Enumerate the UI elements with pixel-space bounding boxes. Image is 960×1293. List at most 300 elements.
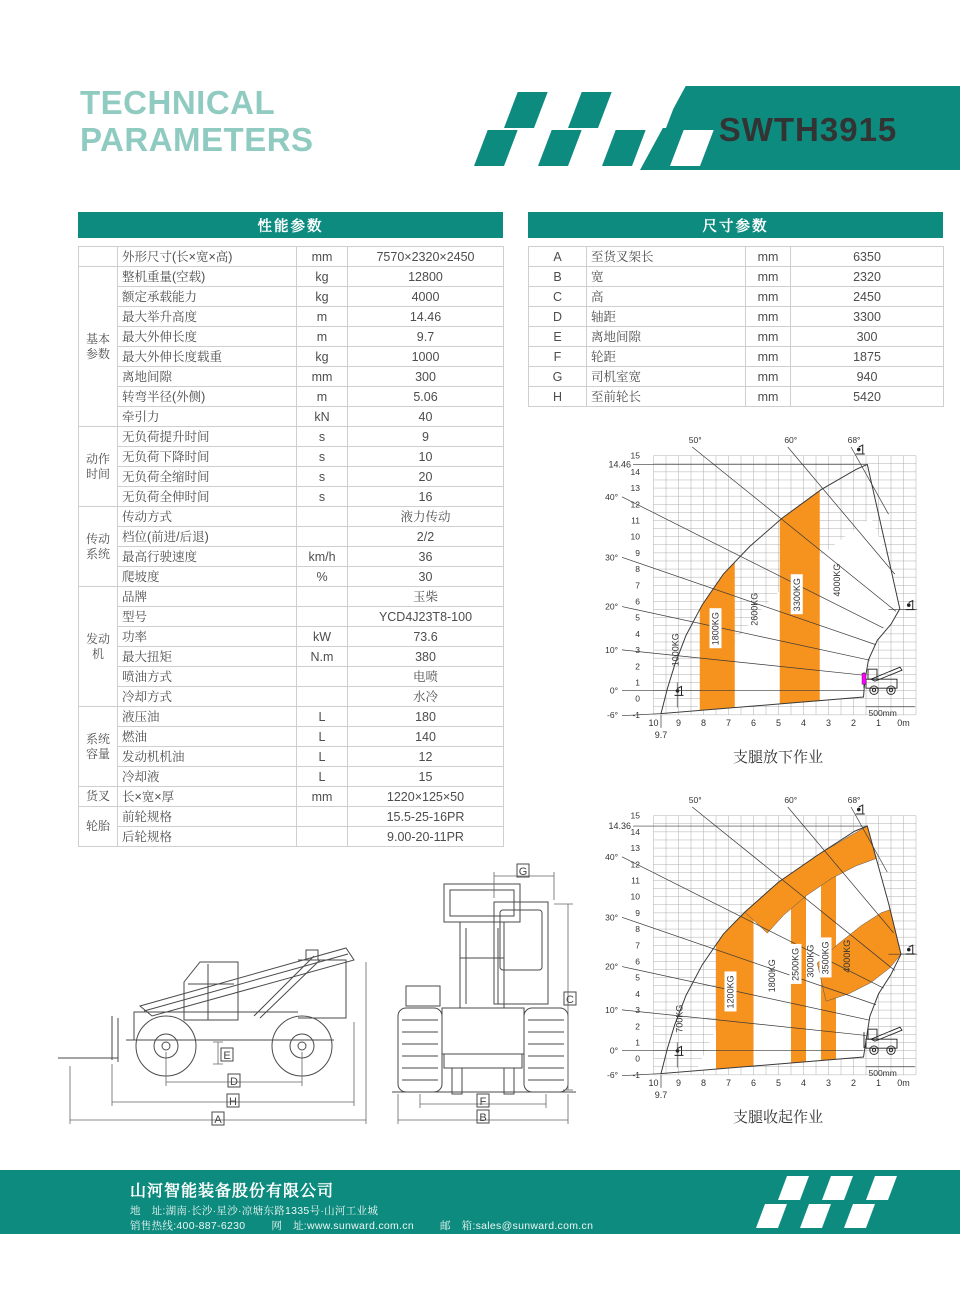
svg-text:6: 6 [635,596,640,607]
load-zone-label [749,593,759,626]
svg-text:68°: 68° [847,795,861,805]
svg-text:9: 9 [635,907,640,918]
chart-title: 支腿收起作业 [732,1109,824,1126]
table-cell: mm [297,247,348,267]
table-row [79,787,504,807]
svg-text:5: 5 [775,718,782,728]
svg-text:1200KG: 1200KG [725,975,736,1009]
table-cell [297,827,348,847]
dimension-table [528,212,943,407]
load-zone-label [806,945,816,978]
model-number: SWTH3915 [718,111,898,148]
svg-text:20°: 20° [605,601,618,612]
dim-label-H: H [229,1096,237,1108]
checker-flag-icon [748,1174,898,1230]
dimension-table-title: 尺寸参数 [528,212,943,238]
svg-text:40°: 40° [605,851,618,862]
table-cell: 20 [348,467,504,487]
table-cell: 整机重量(空载) [118,267,297,287]
table-cell: 30 [348,567,504,587]
table-cell: 冷却方式 [118,687,297,707]
table-row [79,687,504,707]
svg-text:50°: 50° [688,795,702,805]
table-row [79,587,504,607]
load-chart-outriggers-up [600,794,952,1134]
table-cell: L [297,707,348,727]
table-cell: 无负荷提升时间 [118,427,297,447]
table-row [79,367,504,387]
table-cell: 140 [348,727,504,747]
svg-text:15: 15 [630,450,640,461]
svg-text:8: 8 [635,924,640,935]
dim-label-B: B [479,1112,487,1124]
load-zone-label [790,944,802,984]
dim-label-F: F [479,1096,487,1108]
row-group-label: 货叉 [79,787,118,807]
table-cell: 14.46 [348,307,504,327]
table-cell: 冷却液 [118,767,297,787]
lift-icon [675,1046,684,1055]
table-row [79,427,504,447]
svg-text:1000KG: 1000KG [670,633,681,667]
table-row [529,367,944,387]
svg-text:12: 12 [630,859,640,870]
table-cell: 1000 [348,347,504,367]
svg-text:10°: 10° [605,644,618,655]
table-cell: 至前轮长 [587,387,746,407]
page-title-line1: TECHNICAL [80,84,276,121]
table-cell: 12 [348,747,504,767]
load-chart-outriggers-down [600,434,952,774]
table-cell: 300 [791,327,944,347]
dim-label-G: G [518,866,528,878]
table-cell: 最大举升高度 [118,307,297,327]
svg-text:14: 14 [630,466,640,477]
table-cell: 2/2 [348,527,504,547]
table-cell: 1220×125×50 [348,787,504,807]
table-cell: s [297,487,348,507]
svg-text:9.7: 9.7 [654,1090,668,1100]
table-row [79,307,504,327]
table-cell: 300 [348,367,504,387]
svg-text:8: 8 [635,564,640,575]
table-row [79,527,504,547]
svg-text:0°: 0° [609,685,618,696]
table-cell: 12800 [348,267,504,287]
table-cell: 15 [348,767,504,787]
performance-table [78,212,503,847]
table-cell: 功率 [118,627,297,647]
table-cell: 爬坡度 [118,567,297,587]
svg-text:14.36: 14.36 [608,821,631,832]
svg-text:-6°: -6° [607,709,618,720]
svg-text:2: 2 [635,1021,640,1032]
svg-text:1: 1 [875,718,882,728]
svg-text:500mm: 500mm [868,1067,897,1078]
footer [0,1170,960,1234]
svg-text:0m: 0m [897,1078,910,1088]
row-group-label: 系统容量 [79,707,118,787]
table-row [79,827,504,847]
dim-label-C: C [566,994,574,1006]
table-cell: 型号 [118,607,297,627]
svg-text:4: 4 [800,718,807,728]
svg-text:50°: 50° [688,435,702,445]
table-cell: 传动方式 [118,507,297,527]
table-cell: 后轮规格 [118,827,297,847]
side-view-drawing [48,890,386,1128]
svg-text:7: 7 [635,580,640,591]
row-group-label [79,247,118,267]
table-cell: 档位(前进/后退) [118,527,297,547]
load-zone-label [832,564,842,597]
svg-text:7: 7 [725,718,732,728]
svg-text:6: 6 [635,956,640,967]
svg-text:10: 10 [630,531,640,542]
table-cell: 最大外伸长度 [118,327,297,347]
table-cell: mm [746,367,791,387]
table-cell: D [529,307,587,327]
svg-text:60°: 60° [784,795,798,805]
table-cell [297,687,348,707]
lift-icon [906,945,915,954]
email: 邮 箱:sales@sunward.com.cn [439,1220,594,1232]
table-cell: 9 [348,427,504,447]
svg-text:4: 4 [635,988,640,999]
table-cell: 2450 [791,287,944,307]
company-name: 山河智能装备股份有限公司 [130,1183,335,1200]
svg-text:4: 4 [635,628,640,639]
svg-text:0°: 0° [609,1045,618,1056]
table-row [79,807,504,827]
table-cell: 离地间隙 [118,367,297,387]
table-cell [297,667,348,687]
table-cell: mm [746,387,791,407]
svg-text:3: 3 [635,645,640,656]
page-title-line2: PARAMETERS [80,121,314,158]
svg-text:9: 9 [675,1078,682,1088]
load-zone-label [671,633,681,666]
svg-text:5: 5 [635,612,640,623]
svg-text:0: 0 [635,693,640,704]
sales-hotline: 销售热线:400-887-6230 [130,1220,246,1232]
table-cell: 940 [791,367,944,387]
svg-text:3: 3 [635,1005,640,1016]
svg-text:7: 7 [725,1078,732,1088]
table-cell: C [529,287,587,307]
table-cell: kg [297,267,348,287]
table-cell: 4000 [348,287,504,307]
table-row [79,647,504,667]
telehandler-icon [864,1027,902,1054]
svg-text:9: 9 [675,718,682,728]
svg-text:14: 14 [630,826,640,837]
table-cell: mm [297,367,348,387]
load-zone-label [767,959,777,992]
table-cell [297,587,348,607]
table-cell: 36 [348,547,504,567]
svg-text:-1: -1 [632,1069,640,1080]
table-cell: 离地间隙 [587,327,746,347]
load-zone-label [842,940,852,973]
svg-text:20°: 20° [605,961,618,972]
model-banner [440,86,960,170]
table-cell: 6350 [791,247,944,267]
table-cell: 轮距 [587,347,746,367]
row-group-label: 发动机 [79,587,118,707]
svg-text:0: 0 [635,1053,640,1064]
performance-table-grid [78,246,504,847]
row-group-label: 传动系统 [79,507,118,587]
load-zone-label [791,574,803,614]
svg-text:3000KG: 3000KG [805,944,816,978]
table-cell: s [297,467,348,487]
svg-text:5: 5 [635,972,640,983]
table-cell: 额定承载能力 [118,287,297,307]
table-cell: 最高行驶速度 [118,547,297,567]
dimension-table-grid [528,246,944,407]
svg-text:6: 6 [750,1078,757,1088]
svg-text:9: 9 [635,547,640,558]
table-cell: 长×宽×厚 [118,787,297,807]
svg-text:1: 1 [635,1037,640,1048]
table-cell: 宽 [587,267,746,287]
table-cell: B [529,267,587,287]
svg-text:1800KG: 1800KG [766,959,777,993]
table-row [79,627,504,647]
table-cell: L [297,767,348,787]
table-cell: m [297,327,348,347]
table-row [79,767,504,787]
svg-text:11: 11 [631,875,640,886]
svg-text:-6°: -6° [607,1069,618,1080]
svg-text:12: 12 [630,499,640,510]
table-cell: 轴距 [587,307,746,327]
table-cell: 5.06 [348,387,504,407]
svg-text:10°: 10° [605,1004,618,1015]
table-cell: 至货叉架长 [587,247,746,267]
table-cell: 前轮规格 [118,807,297,827]
svg-text:13: 13 [630,483,640,494]
table-row [79,407,504,427]
table-cell: 16 [348,487,504,507]
table-cell: 最大外伸长度载重 [118,347,297,367]
table-cell: 15.5-25-16PR [348,807,504,827]
svg-text:13: 13 [630,843,640,854]
table-row [79,567,504,587]
chart-title: 支腿放下作业 [732,749,824,766]
table-cell: 电喷 [348,667,504,687]
table-cell: 3300 [791,307,944,327]
svg-text:4: 4 [800,1078,807,1088]
table-row [529,327,944,347]
table-cell: s [297,427,348,447]
table-cell: 180 [348,707,504,727]
svg-text:10: 10 [648,718,659,728]
table-cell: L [297,727,348,747]
table-row [529,247,944,267]
dim-label-E: E [223,1050,231,1062]
dim-label-A: A [214,1114,222,1126]
load-zone-label [710,608,722,648]
load-zone-label [674,1005,684,1033]
svg-text:6: 6 [750,718,757,728]
table-cell: 无负荷全缩时间 [118,467,297,487]
table-cell: YCD4J23T8-100 [348,607,504,627]
table-cell: % [297,567,348,587]
table-cell: L [297,747,348,767]
table-cell: 玉柴 [348,587,504,607]
svg-text:2500KG: 2500KG [790,947,801,981]
table-row [529,287,944,307]
table-cell: 转弯半径(外侧) [118,387,297,407]
table-cell: kN [297,407,348,427]
table-cell: 7570×2320×2450 [348,247,504,267]
table-cell: 2320 [791,267,944,287]
table-row [79,667,504,687]
load-zone-band [791,812,806,1074]
svg-text:500mm: 500mm [868,707,897,718]
lift-icon [906,601,915,610]
table-row [79,747,504,767]
table-cell: 品牌 [118,587,297,607]
table-cell: 液压油 [118,707,297,727]
load-zone-label [725,971,737,1011]
svg-text:5: 5 [775,1078,782,1088]
svg-text:-1: -1 [632,709,640,720]
company-contacts [130,1218,619,1233]
svg-text:7: 7 [635,940,640,951]
row-group-label: 基本参数 [79,267,118,427]
table-row [529,267,944,287]
page-title [80,84,314,158]
table-cell: 最大扭矩 [118,647,297,667]
svg-text:4000KG: 4000KG [831,563,842,597]
table-row [79,447,504,467]
table-cell: mm [746,267,791,287]
front-view-drawing [386,858,582,1134]
table-cell [297,507,348,527]
table-cell: 1875 [791,347,944,367]
svg-text:2: 2 [635,661,640,672]
table-cell: 发动机机油 [118,747,297,767]
table-row [79,467,504,487]
table-cell: mm [746,247,791,267]
table-cell: G [529,367,587,387]
lift-icon [675,686,684,695]
table-cell: A [529,247,587,267]
svg-text:9.7: 9.7 [654,730,668,740]
svg-text:11: 11 [631,515,640,526]
table-cell: 牵引力 [118,407,297,427]
table-cell [297,807,348,827]
svg-text:1: 1 [875,1078,882,1088]
svg-text:15: 15 [630,810,640,821]
table-row [79,347,504,367]
svg-text:2600KG: 2600KG [749,592,760,626]
lift-icon [856,445,865,454]
table-row [529,347,944,367]
svg-text:4000KG: 4000KG [841,939,852,973]
table-cell: mm [746,347,791,367]
svg-text:700KG: 700KG [674,1004,685,1033]
table-row [79,327,504,347]
table-cell: s [297,447,348,467]
table-cell: 外形尺寸(长×宽×高) [118,247,297,267]
table-cell [297,527,348,547]
table-row [79,727,504,747]
table-cell [297,607,348,627]
table-row [79,507,504,527]
svg-text:3: 3 [825,718,832,728]
table-cell: kg [297,287,348,307]
row-group-label: 轮胎 [79,807,118,847]
lift-icon [856,805,865,814]
table-cell: N.m [297,647,348,667]
svg-text:10: 10 [648,1078,659,1088]
performance-table-title: 性能参数 [78,212,503,238]
svg-text:8: 8 [700,1078,707,1088]
table-row [79,707,504,727]
table-cell: 9.7 [348,327,504,347]
table-row [79,607,504,627]
table-cell: 水冷 [348,687,504,707]
table-cell: 液力传动 [348,507,504,527]
table-row [79,287,504,307]
table-cell: 5420 [791,387,944,407]
table-row [529,387,944,407]
website: 网 址:www.sunward.com.cn [271,1220,414,1232]
svg-text:3300KG: 3300KG [791,578,802,612]
svg-text:2: 2 [850,718,857,728]
table-row [79,387,504,407]
dim-label-D: D [230,1076,238,1088]
table-cell: 380 [348,647,504,667]
table-cell: 10 [348,447,504,467]
table-cell: km/h [297,547,348,567]
table-cell: 无负荷下降时间 [118,447,297,467]
table-cell: 无负荷全伸时间 [118,487,297,507]
table-cell: E [529,327,587,347]
table-cell: kW [297,627,348,647]
svg-text:8: 8 [700,718,707,728]
table-cell: 40 [348,407,504,427]
table-cell: F [529,347,587,367]
table-cell: H [529,387,587,407]
table-row [529,307,944,327]
svg-text:1800KG: 1800KG [710,612,721,646]
company-address: 地 址:湖南·长沙·星沙·凉塘东路1335号·山河工业城 [130,1205,379,1217]
svg-text:10: 10 [630,891,640,902]
table-cell: m [297,387,348,407]
svg-text:2: 2 [850,1078,857,1088]
table-cell: 高 [587,287,746,307]
svg-text:3: 3 [825,1078,832,1088]
row-group-label: 动作时间 [79,427,118,507]
table-cell: mm [746,287,791,307]
svg-text:3500KG: 3500KG [820,941,831,975]
table-cell: 司机室宽 [587,367,746,387]
table-row [79,267,504,287]
table-cell: 喷油方式 [118,667,297,687]
table-row [79,247,504,267]
table-row [79,487,504,507]
svg-text:60°: 60° [784,435,798,445]
table-cell: 9.00-20-11PR [348,827,504,847]
svg-text:0m: 0m [897,718,910,728]
svg-text:14.46: 14.46 [608,459,631,470]
table-cell: 73.6 [348,627,504,647]
